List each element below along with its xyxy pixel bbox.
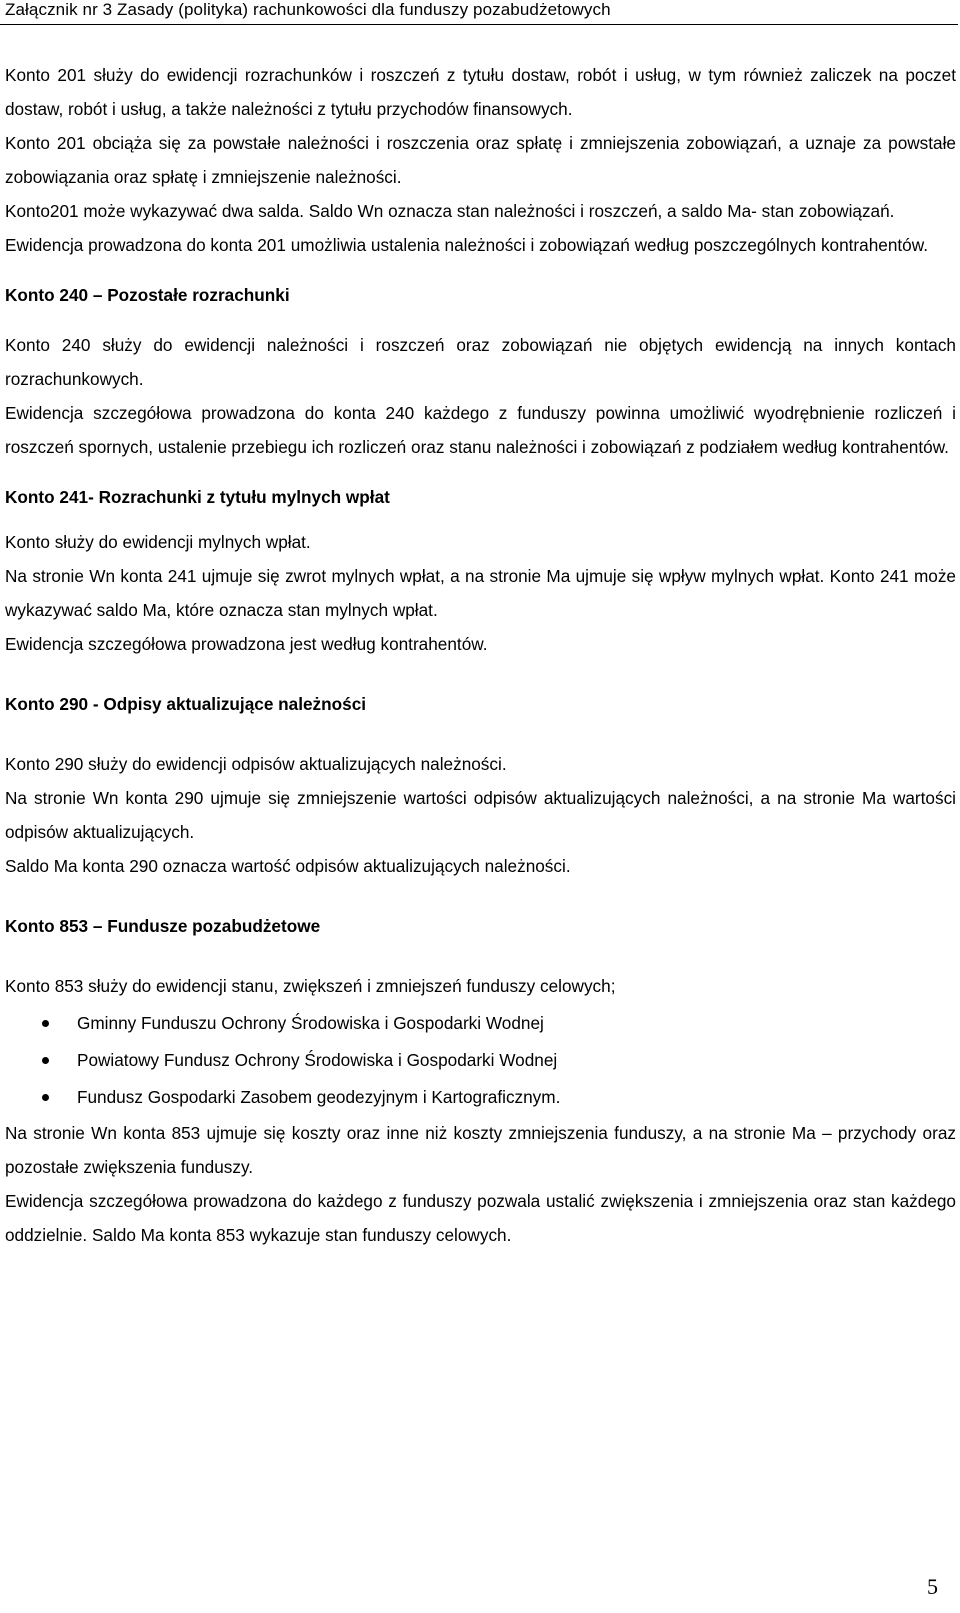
spacer [5, 943, 956, 969]
konto-853-paragraph-3: Ewidencja szczegółowa prowadzona do każdego z funduszy pozwala ustalić zwiększenia i zmniejszenia oraz stan każdego oddzielnie. Saldo Ma konta 853 wykazuje stan funduszy celowych. [5, 1191, 956, 1245]
section-konto-241 [5, 480, 956, 661]
konto-290-heading: Konto 290 - Odpisy aktualizujące należności [5, 694, 367, 714]
section-konto-240 [5, 278, 956, 464]
page-number: 5 [927, 1574, 938, 1599]
konto-853-paragraph-1: Konto 853 służy do ewidencji stanu, zwiększeń i zmniejszeń funduszy celowych; [5, 976, 616, 996]
bullet-icon [42, 1057, 49, 1064]
fund-list-item [5, 1042, 956, 1079]
konto-241-paragraph-2: Na stronie Wn konta 241 ujmuje się zwrot mylnych wpłat, a na stronie Ma ujmuje się wpływ mylnych wpłat. Konto 241 może wykazywać saldo Ma, które oznacza stan mylnych wpłat. [5, 566, 956, 620]
konto-201-paragraph-4: Ewidencja prowadzona do konta 201 umożliwia ustalenia należności i zobowiązań według poszczególnych kontrahentów. [5, 235, 928, 255]
konto-241-paragraph-3: Ewidencja szczegółowa prowadzona jest według kontrahentów. [5, 634, 488, 654]
konto-201-paragraph-2: Konto 201 obciąża się za powstałe należności i roszczenia oraz spłatę i zmniejszenia zobowiązań, a uznaje za powstałe zobowiązania oraz spłatę i zmniejszenie należności. [5, 133, 956, 187]
section-konto-201 [5, 58, 956, 262]
document-header: Załącznik nr 3 Zasady (polityka) rachunkowości dla funduszy pozabudżetowych [5, 0, 611, 19]
konto-241-heading: Konto 241- Rozrachunki z tytułu mylnych wpłat [5, 487, 390, 507]
konto-853-heading: Konto 853 – Fundusze pozabudżetowe [5, 916, 321, 936]
konto-290-paragraph-1: Konto 290 służy do ewidencji odpisów aktualizujących należności. [5, 754, 507, 774]
fund-list-item-label: Powiatowy Fundusz Ochrony Środowiska i Gospodarki Wodnej [77, 1050, 558, 1070]
konto-240-paragraph-2: Ewidencja szczegółowa prowadzona do konta 240 każdego z funduszy powinna umożliwić wyodrębnienie rozliczeń i roszczeń spornych, ustalenie przebiegu ich rozliczeń oraz stanu należności i zobowiązań z podziałem według kontrahentów. [5, 403, 956, 457]
spacer [5, 262, 956, 278]
konto-290-paragraph-3: Saldo Ma konta 290 oznacza wartość odpisów aktualizujących należności. [5, 856, 571, 876]
document-body [5, 58, 956, 1252]
section-konto-290 [5, 687, 956, 883]
konto-201-paragraph-1: Konto 201 służy do ewidencji rozrachunków i roszczeń z tytułu dostaw, robót i usług, w tym również zaliczek na poczet dostaw, robót i usług, a także należności z tytułu przychodów finansowych. [5, 65, 956, 119]
konto-290-paragraph-2: Na stronie Wn konta 290 ujmuje się zmniejszenie wartości odpisów aktualizujących należności, a na stronie Ma wartości odpisów aktualizujących. [5, 788, 956, 842]
bullet-icon [42, 1020, 49, 1027]
bullet-icon [42, 1094, 49, 1101]
spacer [5, 514, 956, 525]
fund-list [5, 1005, 956, 1116]
fund-list-item [5, 1079, 956, 1116]
header-divider [0, 24, 958, 25]
spacer [5, 464, 956, 480]
konto-241-paragraph-1: Konto służy do ewidencji mylnych wpłat. [5, 532, 311, 552]
spacer [5, 721, 956, 747]
konto-240-paragraph-1: Konto 240 służy do ewidencji należności i roszczeń oraz zobowiązań nie objętych ewidencją na innych kontach rozrachunkowych. [5, 335, 956, 389]
section-konto-853 [5, 909, 956, 1252]
konto-853-paragraph-2: Na stronie Wn konta 853 ujmuje się koszty oraz inne niż koszty zmniejszenia funduszy, a na stronie Ma – przychody oraz pozostałe zwiększenia funduszy. [5, 1123, 956, 1177]
konto-201-paragraph-3: Konto201 może wykazywać dwa salda. Saldo Wn oznacza stan należności i roszczeń, a saldo Ma- stan zobowiązań. [5, 201, 895, 221]
spacer [5, 883, 956, 909]
spacer [5, 661, 956, 687]
konto-240-heading: Konto 240 – Pozostałe rozrachunki [5, 285, 290, 305]
spacer [5, 312, 956, 328]
fund-list-item [5, 1005, 956, 1042]
fund-list-item-label: Gminny Funduszu Ochrony Środowiska i Gospodarki Wodnej [77, 1013, 544, 1033]
fund-list-item-label: Fundusz Gospodarki Zasobem geodezyjnym i Kartograficznym. [77, 1087, 561, 1107]
